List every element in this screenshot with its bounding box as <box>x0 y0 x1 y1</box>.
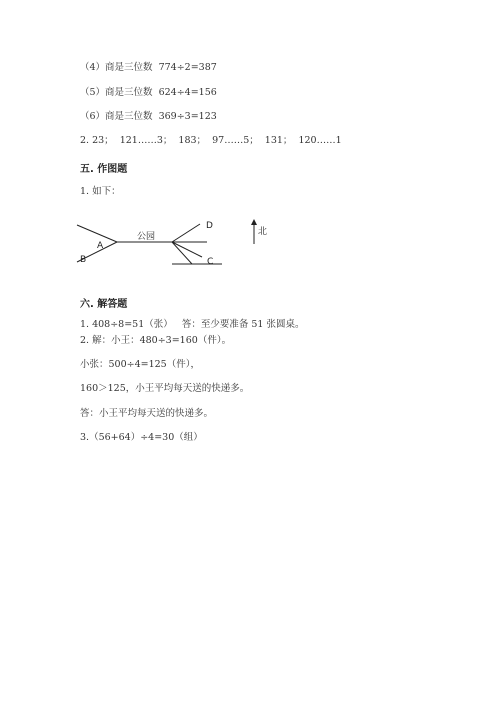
label-park: 公园 <box>137 232 156 242</box>
label-north: 北 <box>258 227 268 237</box>
answer-line-6: （6）商是三位数 369÷3=123 <box>80 111 217 122</box>
answer-6-2c: 160＞125，小王平均每天送的快递多。 <box>80 383 250 394</box>
answer-6-2d: 答：小王平均每天送的快递多。 <box>80 408 214 419</box>
road-a <box>77 225 117 242</box>
answer-q2: 2. 23； 121……3； 183； 97……5； 131； 120……1 <box>80 135 342 146</box>
answer-6-2: 2. 解：小王：480÷3=160（件）。 <box>80 335 232 346</box>
answer-line-4: （4）商是三位数 774÷2=387 <box>80 62 217 73</box>
answer-6-2b: 小张：500÷4=125（件）， <box>80 359 200 370</box>
drawing-intro: 1. 如下： <box>80 186 121 197</box>
north-arrow-head <box>251 219 257 225</box>
answer-6-1: 1. 408÷8=51（张） 答：至少要准备 51 张圆桌。 <box>80 319 305 330</box>
section-five-heading: 五. 作图题 <box>80 164 128 175</box>
answer-line-5: （5）商是三位数 624÷4=156 <box>80 87 217 98</box>
label-b: B <box>80 255 87 265</box>
map-diagram <box>72 212 292 272</box>
label-d: D <box>206 221 213 231</box>
label-a: A <box>97 241 104 251</box>
label-c: C <box>207 257 214 267</box>
road-c <box>172 242 192 264</box>
section-six-heading: 六. 解答题 <box>80 299 128 310</box>
answer-6-3: 3.（56+64）÷4=30（组） <box>80 432 203 443</box>
road-d-lower <box>172 242 202 257</box>
road-d <box>172 224 200 242</box>
